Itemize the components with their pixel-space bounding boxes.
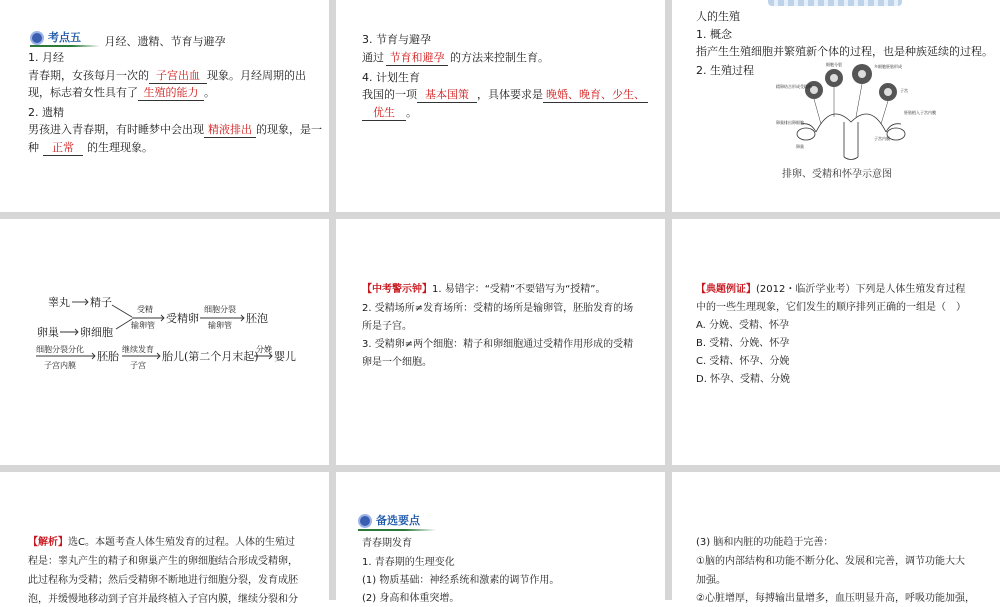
point-1: (1) 物质基础：神经系统和激素的调节作用。	[362, 575, 560, 586]
para-2	[28, 86, 215, 101]
text: 种	[28, 141, 39, 154]
badge-label: 考点五	[48, 31, 81, 44]
warning-line-4: 3. 受精卵≠两个细胞：精子和卵细胞通过受精作用形成的受精	[362, 339, 634, 350]
heading-emission: 2. 遗精	[28, 106, 64, 119]
ovulation-diagram	[776, 62, 936, 162]
para-3	[28, 123, 322, 138]
heading-menstruation: 1. 月经	[28, 51, 64, 64]
text: 选C。本题考查人体生殖发育的过程。人体的生殖过	[68, 537, 295, 548]
heading-family-planning: 4. 计划生育	[362, 71, 420, 84]
node-egg: 卵细胞	[80, 326, 113, 339]
label-cell-division: 细胞分裂	[204, 305, 236, 314]
badge-underline	[30, 45, 100, 47]
slide-5[interactable]	[336, 219, 665, 465]
node-fetus: 胎儿(第二个月末起)	[162, 350, 259, 363]
point-3: (3) 脑和内脏的功能趋于完善：	[696, 537, 834, 548]
text: 。	[406, 106, 417, 119]
fig-label: 细胞分裂	[826, 62, 842, 67]
warning-line-5: 卵是一个细胞。	[362, 357, 432, 368]
badge-label: 备选要点	[376, 514, 420, 527]
node-sperm: 精子	[90, 296, 112, 309]
label-endometrium: 子宫内膜	[44, 361, 76, 370]
slide-2[interactable]	[336, 0, 665, 212]
slide-6[interactable]	[672, 219, 1000, 465]
option-d[interactable]: D. 怀孕、受精、分娩	[696, 374, 791, 385]
answer-blank: 子宫出血	[149, 69, 207, 84]
slide-4[interactable]	[0, 219, 329, 465]
warning-tag: 【中考警示钟】	[362, 284, 432, 295]
node-baby: 婴儿	[274, 350, 296, 363]
section-title: 人的生殖	[696, 10, 740, 23]
node-testis: 睾丸	[48, 296, 70, 309]
warning-line-3: 所是子宫。	[362, 321, 412, 332]
warning-line-2: 2. 受精场所≠发育场所：受精的场所是输卵管，胚胎发育的场	[362, 303, 634, 314]
node-zygote: 受精卵	[166, 312, 199, 325]
analysis-line-2: 程是：睾丸产生的精子和卵巢产生的卵细胞结合形成受精卵，	[28, 556, 298, 567]
point-2: (2) 身高和体重突增。	[362, 593, 460, 604]
slide-3[interactable]	[672, 0, 1000, 212]
label-uterus: 子宫	[130, 361, 146, 370]
text: ，具体要求是	[477, 88, 543, 101]
text: 的现象，是一	[256, 123, 322, 136]
topic-title: 青春期发育	[362, 538, 412, 549]
warning-line-1	[362, 283, 605, 297]
badge-icon	[358, 514, 372, 528]
badge-underline	[358, 529, 436, 531]
fig-label: 卵巢	[796, 144, 804, 149]
para-2	[362, 88, 648, 103]
text: 我国的一项	[362, 88, 417, 101]
text: (2012・临沂学业考）下列是人体生殖发育过程	[756, 284, 966, 295]
text: 的方法来控制生育。	[450, 51, 549, 64]
text: 通过	[362, 51, 384, 64]
point-3-1-cont: 加强。	[696, 575, 726, 586]
para-4	[28, 141, 153, 156]
answer-blank: 生殖的能力	[138, 86, 204, 101]
para-1	[28, 69, 306, 84]
text: 现，标志着女性具有了	[28, 86, 138, 99]
question-stem-2: 中的一些生理现象，它们发生的顺序排列正确的一组是（ ）	[696, 302, 966, 313]
decorative-banner	[768, 0, 902, 6]
text: 。	[204, 86, 215, 99]
badge-icon	[30, 31, 44, 45]
concept-text: 指产生生殖细胞并繁殖新个体的过程，也是种族延续的过程。	[696, 45, 993, 58]
example-tag: 【典题例证】	[696, 284, 756, 295]
para-3	[362, 106, 417, 121]
text: 的生理现象。	[87, 141, 153, 154]
label-oviduct: 输卵管	[131, 321, 155, 330]
analysis-tag: 【解析】	[28, 537, 68, 548]
label-delivery: 分娩	[256, 345, 272, 354]
node-ovary: 卵巢	[37, 326, 59, 339]
slide-8[interactable]	[336, 472, 665, 604]
text: 1. 易错字：“受精”不要错写为“授精”。	[432, 284, 606, 295]
label-division-differentiation: 细胞分裂分化	[36, 345, 84, 354]
reproduction-flowchart	[0, 219, 329, 465]
answer-blank: 基本国策	[417, 88, 477, 103]
para-1	[362, 51, 549, 66]
question-stem-1	[696, 283, 965, 297]
fig-label: 子宫内膜	[874, 136, 890, 141]
answer-blank: 正常	[43, 141, 83, 156]
answer-blank: 晚婚、晚育、少生、	[543, 88, 648, 103]
slide-9[interactable]	[672, 472, 1000, 604]
fig-label: 胚胎植入子宫内膜	[904, 110, 936, 115]
analysis-line-4: 泡，并缓慢地移动到子宫并最终植入子宫内膜，继续分裂和分	[28, 594, 298, 605]
fig-label: 子宫	[900, 88, 908, 93]
fig-label: 精卵结合形成受精卵	[776, 84, 812, 89]
option-a[interactable]: A. 分娩、受精、怀孕	[696, 320, 790, 331]
figure-caption: 排卵、受精和怀孕示意图	[782, 169, 892, 180]
answer-blank: 精液排出	[204, 123, 256, 138]
option-c[interactable]: C. 受精、怀孕、分娩	[696, 356, 790, 367]
heading-birth-control: 3. 节育与避孕	[362, 33, 431, 46]
point-3-2: ②心脏增厚，每搏输出量增多，血压明显升高，呼吸功能加强，	[696, 593, 975, 604]
label-oviduct-2: 输卵管	[208, 321, 232, 330]
text: 青春期，女孩每月一次的	[28, 69, 149, 82]
analysis-line-1	[28, 536, 295, 550]
label-continued-development: 继续发育	[122, 345, 154, 354]
text: 现象。月经周期的出	[207, 69, 306, 82]
fig-label: 多细胞胚胎形成	[874, 64, 902, 69]
answer-blank: 节育和避孕	[386, 51, 448, 66]
slide-1[interactable]	[0, 0, 329, 212]
point-3-1: ①脑的内部结构和功能不断分化、发展和完善，调节功能大大	[696, 556, 965, 567]
fig-label: 卵巢排出卵细胞	[776, 120, 804, 125]
label-fertilization: 受精	[137, 305, 153, 314]
node-blastocyst: 胚泡	[246, 312, 268, 325]
section-title: 月经、遗精、节育与避孕	[104, 35, 226, 48]
option-b[interactable]: B. 受精、分娩、怀孕	[696, 338, 790, 349]
heading-concept: 1. 概念	[696, 28, 732, 41]
subheading: 1. 青春期的生理变化	[362, 557, 455, 568]
heading-process: 2. 生殖过程	[696, 64, 754, 77]
answer-blank: 优生	[362, 106, 406, 121]
analysis-line-3: 此过程称为受精；然后受精卵不断地进行细胞分裂，发育成胚	[28, 575, 298, 586]
slide-7[interactable]	[0, 472, 329, 605]
text: 男孩进入青春期，有时睡梦中会出现	[28, 123, 204, 136]
node-embryo: 胚胎	[97, 350, 119, 363]
